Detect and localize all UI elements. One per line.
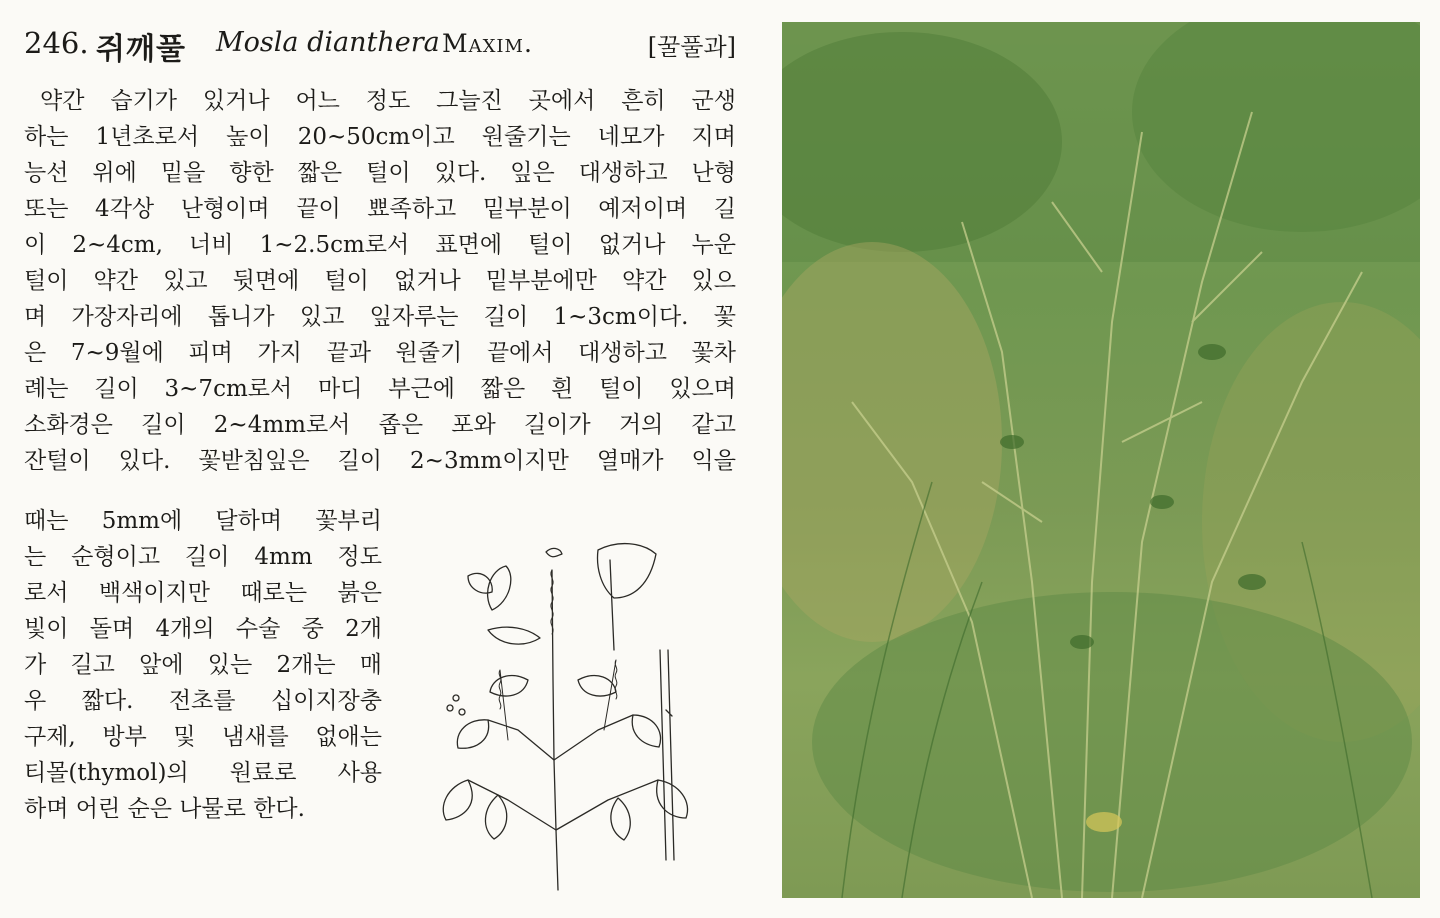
- description-line: 능선 위에 밑을 향한 짧은 털이 있다. 잎은 대생하고 난형: [24, 160, 736, 186]
- description-line: 이 2~4cm, 너비 1~2.5cm로서 표면에 털이 없거나 누운: [24, 232, 736, 258]
- description-line: 는 순형이고 길이 4mm 정도: [24, 544, 382, 570]
- description-line: 또는 4각상 난형이며 끝이 뾰족하고 밑부분이 예저이며 길: [24, 196, 736, 222]
- description-line: 며 가장자리에 톱니가 있고 잎자루는 길이 1~3cm이다. 꽃: [24, 304, 736, 330]
- author-citation: Maxim.: [442, 29, 533, 58]
- plant-line-drawing-icon: [428, 530, 700, 892]
- description-line: 하며 어린 순은 나물로 한다.: [24, 796, 305, 822]
- description-line: 하는 1년초로서 높이 20~50cm이고 원줄기는 네모가 지며: [24, 124, 736, 150]
- description-line: 가 길고 앞에 있는 2개는 매: [24, 652, 382, 678]
- korean-name: 쥐깨풀: [96, 32, 186, 67]
- description-line: 우 짧다. 전초를 십이지장충: [24, 688, 382, 714]
- description-line: 구제, 방부 및 냄새를 없애는: [24, 724, 382, 750]
- description-line: 때는 5mm에 달하며 꽃부리: [24, 508, 382, 534]
- description-line: 티몰(thymol)의 원료로 사용: [24, 760, 382, 786]
- entry-header: [24, 22, 736, 66]
- entry-number: 246.: [24, 26, 89, 60]
- description-line: 로서 백색이지만 때로는 붉은: [24, 580, 382, 606]
- scientific-name: Mosla dianthera: [216, 27, 440, 58]
- description-line: 빛이 돌며 4개의 수술 중 2개: [24, 616, 382, 642]
- plant-field-photo-icon: [782, 22, 1420, 898]
- description-line: 잔털이 있다. 꽃받침잎은 길이 2~3mm이지만 열매가 익을: [24, 448, 736, 474]
- description-line: 례는 길이 3~7cm로서 마디 부근에 짧은 흰 털이 있으며: [24, 376, 736, 402]
- description-line: 소화경은 길이 2~4mm로서 좁은 포와 길이가 거의 같고: [24, 412, 736, 438]
- description-line: 약간 습기가 있거나 어느 정도 그늘진 곳에서 흔히 군생: [40, 88, 736, 114]
- description-line: 털이 약간 있고 뒷면에 털이 없거나 밑부분에만 약간 있으: [24, 268, 736, 294]
- family-name: [꿀풀과]: [647, 33, 736, 61]
- description-line: 은 7~9월에 피며 가지 끝과 원줄기 끝에서 대생하고 꽃차: [24, 340, 736, 366]
